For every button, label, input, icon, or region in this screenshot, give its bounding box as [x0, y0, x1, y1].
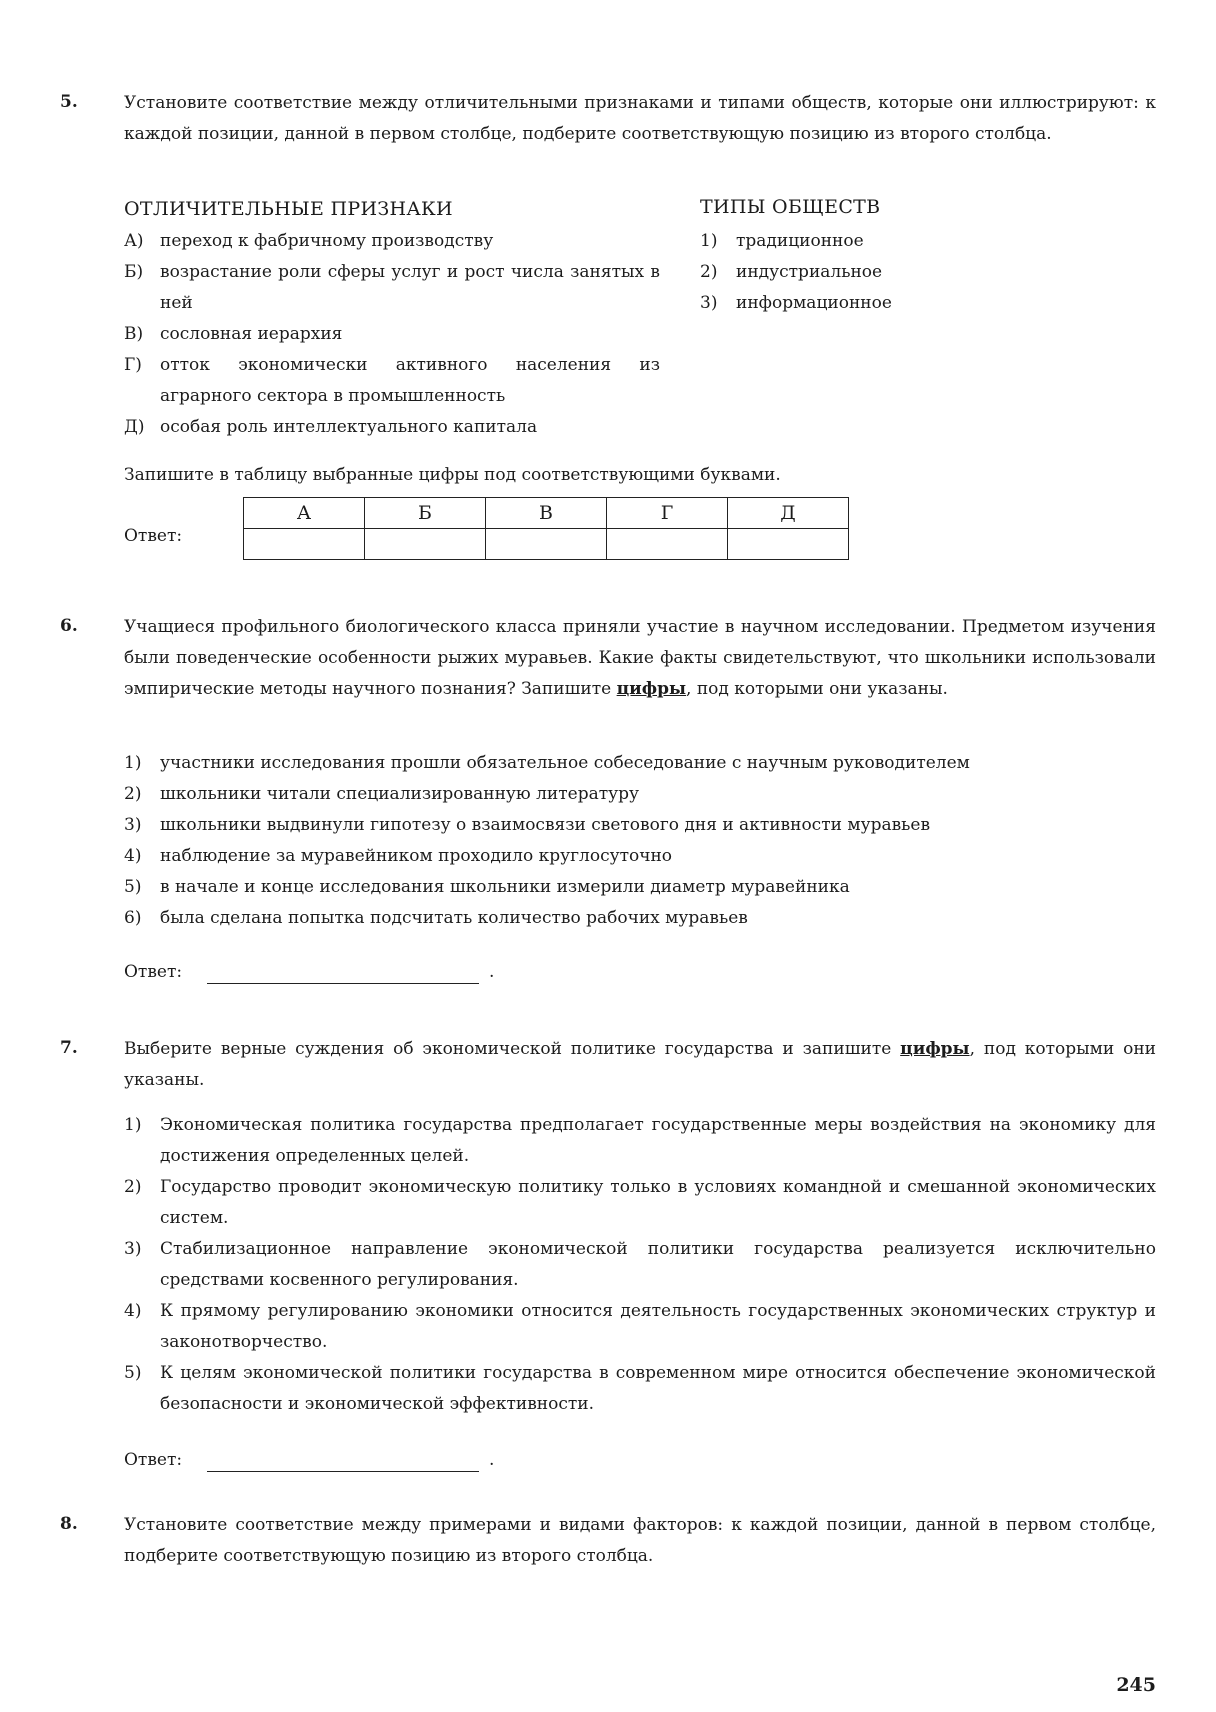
table-header-cell: Б — [365, 498, 486, 529]
table-instruction: Запишите в таблицу выбранные цифры под соответствующими буквами. — [124, 465, 781, 485]
answer-input-line[interactable] — [207, 983, 479, 984]
item-label: А) — [124, 231, 144, 251]
item-label: 1) — [700, 231, 718, 251]
question-7 — [60, 1034, 1156, 1096]
answer-input-line[interactable] — [207, 1471, 479, 1472]
option-label: 5) — [124, 877, 142, 897]
option-text: Стабилизационное направление экономической политики государства реализуется исключительно средствами косвенного регулирования. — [160, 1239, 1156, 1290]
left-item-d — [124, 412, 624, 443]
item-label: 2) — [700, 262, 718, 282]
item-text: возрастание роли сферы услуг и рост числа занятых в ней — [160, 262, 660, 313]
option-label: 6) — [124, 908, 142, 928]
option-text: наблюдение за муравейником проходило круглосуточно — [160, 846, 673, 866]
option-label: 1) — [124, 1115, 142, 1135]
page-number: 245 — [1116, 1674, 1156, 1696]
option-item — [124, 1234, 1156, 1296]
answer-cell[interactable] — [365, 529, 486, 560]
item-text: индустриальное — [736, 262, 883, 282]
answer-dot: . — [489, 1450, 495, 1470]
question-text-emphasis: цифры — [616, 679, 687, 699]
question-number: 6. — [60, 616, 78, 636]
question-text-end: , под которыми они указаны. — [686, 679, 948, 699]
item-text: традиционное — [736, 231, 864, 251]
option-label: 1) — [124, 753, 142, 773]
option-text: К прямому регулированию экономики относится деятельность государственных экономических структур и законотворчество. — [160, 1301, 1156, 1352]
option-item — [124, 903, 1156, 934]
item-text: переход к фабричному производству — [160, 231, 494, 251]
table-answer-row — [244, 529, 849, 560]
item-text: информационное — [736, 293, 892, 313]
answer-cell[interactable] — [486, 529, 607, 560]
option-item — [124, 810, 1156, 841]
question-8 — [60, 1510, 1156, 1572]
question-text — [124, 612, 1156, 705]
question-text-end: , под которыми они указаны. — [124, 1039, 1156, 1090]
table-header-cell: В — [486, 498, 607, 529]
answer-label: Ответ: — [124, 526, 183, 546]
answer-cell[interactable] — [728, 529, 849, 560]
option-label: 2) — [124, 1177, 142, 1197]
question-5 — [60, 88, 1156, 150]
option-item — [124, 1358, 1156, 1420]
table-header-cell: Д — [728, 498, 849, 529]
answer-cell[interactable] — [244, 529, 365, 560]
option-label: 3) — [124, 1239, 142, 1259]
right-column-header: ТИПЫ ОБЩЕСТВ — [700, 196, 881, 218]
option-item — [124, 872, 1156, 903]
table-header-row — [244, 498, 849, 529]
option-item — [124, 841, 1156, 872]
option-text: К целям экономической политики государства в современном мире относится обеспечение экономической безопасности и экономической эффективности. — [160, 1363, 1156, 1414]
left-item-g — [124, 350, 660, 412]
question-number: 7. — [60, 1038, 78, 1058]
option-label: 4) — [124, 1301, 142, 1321]
option-text: школьники выдвинули гипотезу о взаимосвязи светового дня и активности муравьев — [160, 815, 931, 835]
option-text: Экономическая политика государства предполагает государственные меры воздействия на экономику для достижения определенных целей. — [160, 1115, 1156, 1166]
option-item — [124, 1296, 1156, 1358]
question-text — [124, 1034, 1156, 1096]
option-item — [124, 1110, 1156, 1172]
left-item-b — [124, 257, 660, 319]
left-column-header: ОТЛИЧИТЕЛЬНЫЕ ПРИЗНАКИ — [124, 198, 453, 220]
right-item-1 — [700, 226, 864, 257]
question-6 — [60, 612, 1156, 705]
option-label: 5) — [124, 1363, 142, 1383]
option-label: 2) — [124, 784, 142, 804]
option-item — [124, 779, 1156, 810]
item-text: особая роль интеллектуального капитала — [160, 417, 538, 437]
answer-table — [243, 497, 849, 560]
question-number: 5. — [60, 92, 78, 112]
table-header-cell: А — [244, 498, 365, 529]
item-label: Д) — [124, 417, 145, 437]
answer-cell[interactable] — [607, 529, 728, 560]
option-item — [124, 1172, 1156, 1234]
item-label: Б) — [124, 262, 144, 282]
option-text: в начале и конце исследования школьники измерили диаметр муравейника — [160, 877, 850, 897]
option-text: была сделана попытка подсчитать количество рабочих муравьев — [160, 908, 748, 928]
left-item-v — [124, 319, 624, 350]
item-label: 3) — [700, 293, 718, 313]
option-text: школьники читали специализированную литературу — [160, 784, 640, 804]
item-label: Г) — [124, 355, 142, 375]
question-text-start: Учащиеся профильного биологического класса приняли участие в научном исследовании. Предметом изучения были поведенческие особенности рыжих муравьев. Какие факты свидетельствуют, что школьники использовали эмпирические методы научного познания? Запишите — [124, 617, 1156, 699]
question-text: Установите соответствие между отличительными признаками и типами обществ, которые они иллюстрируют: к каждой позиции, данной в первом столбце, подберите соответствующую позицию из второго столбца. — [124, 93, 1156, 144]
option-text: Государство проводит экономическую политику только в условиях командной и смешанной экономических систем. — [160, 1177, 1156, 1228]
item-text: отток экономически активного населения из аграрного сектора в промышленность — [160, 355, 660, 406]
question-text: Установите соответствие между примерами и видами факторов: к каждой позиции, данной в первом столбце, подберите соответствующую позицию из второго столбца. — [124, 1515, 1156, 1566]
item-text: сословная иерархия — [160, 324, 343, 344]
answer-dot: . — [489, 962, 495, 982]
option-label: 3) — [124, 815, 142, 835]
option-text: участники исследования прошли обязательное собеседование с научным руководителем — [160, 753, 970, 773]
question-text-start: Выберите верные суждения об экономической политике государства и запишите — [124, 1039, 901, 1059]
question-text-emphasis: цифры — [900, 1039, 970, 1059]
option-item — [124, 748, 1156, 779]
answer-label: Ответ: — [124, 1450, 183, 1470]
question-number: 8. — [60, 1514, 78, 1534]
right-item-2 — [700, 257, 882, 288]
table-header-cell: Г — [607, 498, 728, 529]
left-item-a — [124, 226, 624, 257]
item-label: В) — [124, 324, 144, 344]
answer-label: Ответ: — [124, 962, 183, 982]
option-label: 4) — [124, 846, 142, 866]
right-item-3 — [700, 288, 892, 319]
